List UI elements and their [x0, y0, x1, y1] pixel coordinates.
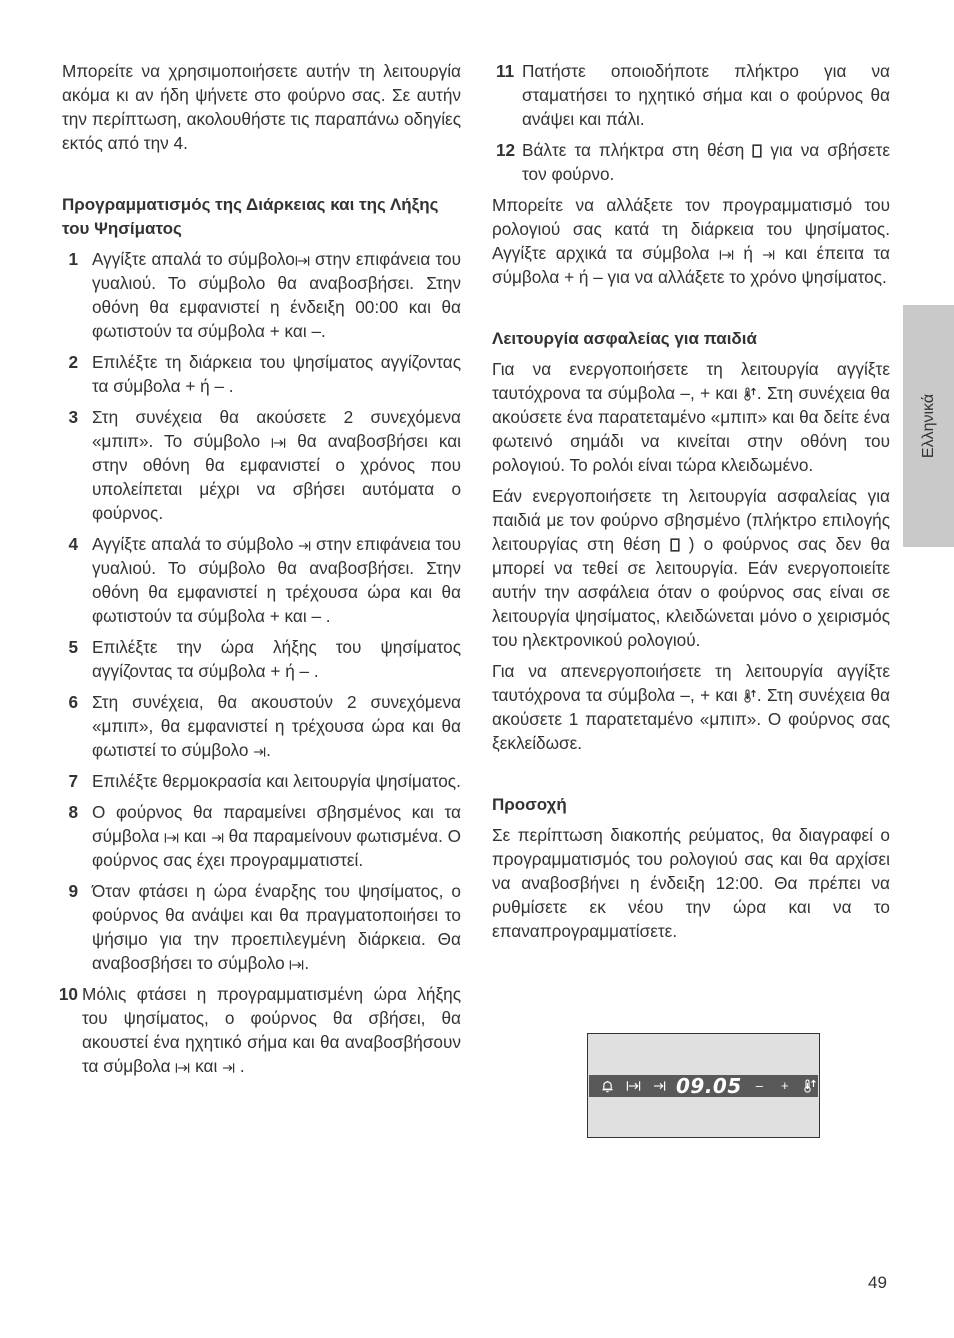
- steps-list-continued: [492, 59, 890, 186]
- step-number: 5: [68, 637, 78, 657]
- step-10: [58, 982, 461, 1078]
- duration-icon: [175, 1062, 190, 1074]
- section-heading-duration: Προγραμματισμός της Διάρκειας και της Λήξης του Ψησίματος: [62, 195, 439, 238]
- step-text-part: Αγγίξτε απαλά το σύμβολο: [92, 249, 295, 269]
- step-number: 2: [68, 352, 78, 372]
- step-text-part: .: [304, 953, 310, 973]
- step-text-part: Βάλτε τα πλήκτρα στη θέση: [522, 140, 753, 160]
- end-time-icon: [222, 1062, 235, 1074]
- end-time-icon: [762, 249, 775, 261]
- child-lock-icon: [803, 1079, 817, 1093]
- step-text-part: και: [190, 1056, 223, 1076]
- child-lock-paragraph-2: [492, 484, 890, 652]
- step-2: [62, 350, 461, 398]
- step-text: [92, 690, 461, 762]
- plus-symbol: +: [781, 1078, 789, 1093]
- step-number: 12: [496, 140, 516, 160]
- end-time-icon: [298, 540, 311, 552]
- step-text-part: Μόλις φτάσει η προγραμματισμένη ώρα λήξης του ψησίματος, ο φούρνος θα σβήσει, θα ακουστεί ένα ηχητικό σήμα και θα αναβοσβήσουν τα σύμβολα: [82, 984, 461, 1076]
- step-11: [492, 59, 890, 131]
- off-position-icon: [752, 144, 762, 158]
- end-time-icon: [653, 1080, 666, 1092]
- child-lock-icon: [743, 689, 757, 703]
- step-number: 8: [68, 802, 78, 822]
- intro-paragraph: Μπορείτε να χρησιμοποιήσετε αυτήν τη λειτουργία ακόμα κι αν ήδη ψήνετε στο φούρνο σας. Σε αυτήν την περίπτωση, ακολουθήστε τις παραπάνω οδηγίες εκτός από την 4.: [62, 61, 461, 153]
- step-text-part: Ο φούρνος θα παραμείνει σβησμένος και τα σύμβολα: [92, 802, 461, 846]
- text-part: ή: [733, 243, 763, 263]
- step-text-part: στην επιφάνεια του γυαλιού. Το σύμβολο θα αναβοσβήσει. Στην οθόνη θα εμφανιστεί η ένδειξη 00:00 και θα φωτιστούν τα σύμβολα + και –.: [92, 249, 462, 341]
- text-part: Μπορείτε να αλλάξετε τον προγραμματισμό του ρολογιού σας κατά τη διάρκεια του ψησίματος. Αγγίξτε αρχικά τα σύμβολα: [492, 195, 890, 263]
- step-text: [82, 982, 461, 1078]
- steps-list: [58, 247, 462, 1078]
- duration-icon: [164, 832, 179, 844]
- step-number: 9: [68, 881, 78, 901]
- left-column: [58, 59, 462, 1085]
- text-part: ) ο φούρνος σας δεν θα μπορεί να τεθεί σε λειτουργία. Εάν ενεργοποιείτε αυτήν την ασφάλεια όταν ο φούρνος σας είναι σε λειτουργία ψησίματος, κλειδώνεται μόνο ο χειρισμός του ηλεκτρονικού ρολογιού.: [492, 534, 890, 650]
- step-12: [492, 138, 890, 186]
- page-number: 49: [868, 1273, 887, 1292]
- step-text-part: .: [266, 740, 271, 760]
- text-part: και έπειτα τα σύμβολα + ή – για να αλλάξετε το χρόνο ψησίματος.: [492, 243, 890, 287]
- language-side-tab: [903, 305, 954, 547]
- child-lock-icon: [743, 387, 757, 401]
- step-text-part: Στη συνέχεια θα ακούσετε 2 συνεχόμενα «μπιπ». Το σύμβολο: [92, 407, 461, 451]
- step-text-part: και: [179, 826, 211, 846]
- duration-icon: [719, 249, 734, 261]
- clock-display-illustration: [587, 1033, 820, 1138]
- clock-display-bar: [589, 1075, 818, 1097]
- text-part: . Στη συνέχεια θα ακούσετε 1 παρατεταμένο «μπιπ». Ο φούρνος σας ξεκλείδωσε.: [492, 685, 890, 753]
- step-number: 1: [68, 249, 78, 269]
- child-lock-paragraph-3: [492, 659, 890, 755]
- off-position-icon: [670, 538, 680, 552]
- bell-icon: [601, 1080, 614, 1093]
- step-number: 4: [68, 534, 78, 554]
- duration-icon: [295, 255, 310, 267]
- step-text-part: .: [235, 1056, 245, 1076]
- step-9: [62, 879, 461, 975]
- clock-time: 09.05: [676, 1074, 742, 1098]
- end-time-icon: [211, 832, 224, 844]
- right-column: [492, 59, 890, 943]
- step-text: [92, 800, 461, 872]
- step-6: [62, 690, 461, 762]
- end-time-icon: [253, 746, 266, 758]
- step-1: [62, 247, 461, 343]
- step-number: 3: [68, 407, 78, 427]
- step-4: [62, 532, 461, 628]
- change-program-paragraph: [492, 193, 890, 289]
- step-text: Πατήστε οποιοδήποτε πλήκτρο για να σταματήσει το ηχητικό σήμα και ο φούρνος θα ανάψει και πάλι.: [522, 61, 890, 129]
- step-number: 10: [58, 984, 78, 1004]
- step-text: [92, 532, 461, 628]
- step-text-part: για να σβήσετε τον φούρνο.: [522, 140, 890, 184]
- step-text: Επιλέξτε θερμοκρασία και λειτουργία ψησίματος.: [92, 771, 461, 791]
- duration-icon: [271, 437, 286, 449]
- duration-icon: [626, 1080, 641, 1092]
- text-part: Για να απενεργοποιήσετε τη λειτουργία αγγίξτε ταυτόχρονα τα σύμβολα –, + και: [492, 661, 890, 705]
- step-text-part: Αγγίξτε απαλά το σύμβολο: [92, 534, 299, 554]
- duration-icon: [289, 959, 304, 971]
- section-heading-child-lock: Λειτουργία ασφαλείας για παιδιά: [492, 329, 757, 348]
- step-7: [62, 769, 461, 793]
- step-text-part: θα παραμείνουν φωτισμένα. Ο φούρνος σας έχει προγραμματιστεί.: [92, 826, 461, 870]
- step-text: Επιλέξτε την ώρα λήξης του ψησίματος αγγίζοντας τα σύμβολα + ή – .: [92, 637, 461, 681]
- section-heading-caution: Προσοχή: [492, 795, 567, 814]
- step-text: [92, 879, 461, 975]
- text-part: . Στη συνέχεια θα ακούσετε ένα παρατεταμένο «μπιπ» και θα δείτε ένα φωτεινό σημάδι να κινείται στην οθόνη του ρολογιού. Το ρολόι είναι τώρα κλειδωμένο.: [492, 383, 890, 475]
- text-part: Εάν ενεργοποιήσετε τη λειτουργία ασφαλείας για παιδιά με τον φούρνο σβησμένο (πλήκτρο επιλογής λειτουργίας στη θέση: [492, 486, 890, 554]
- step-text-part: θα αναβοσβήσει και στην οθόνη θα εμφανιστεί ο χρόνος που υπολείπεται μέχρι να σβήσει αυτόματα ο φούρνος.: [92, 431, 462, 523]
- step-text: Επιλέξτε τη διάρκεια του ψησίματος αγγίζοντας τα σύμβολα + ή – .: [92, 352, 461, 396]
- step-text: [92, 247, 461, 343]
- text-part: Για να ενεργοποιήσετε τη λειτουργία αγγίξτε ταυτόχρονα τα σύμβολα –, + και: [492, 359, 890, 403]
- caution-paragraph: Σε περίπτωση διακοπής ρεύματος, θα διαγραφεί ο προγραμματισμός του ρολογιού σας και θα αρχίσει να αναβοσβήνει η ένδειξη 12:00. Θα πρέπει να ρυθμίσετε εκ νέου την ώρα και να το επαναπρογραμματίσετε.: [492, 825, 890, 941]
- language-label: Ελληνικά: [919, 393, 937, 459]
- step-5: [62, 635, 461, 683]
- step-number: 6: [68, 692, 78, 712]
- child-lock-paragraph-1: [492, 357, 890, 477]
- step-8: [62, 800, 461, 872]
- step-text: [522, 138, 890, 186]
- minus-symbol: –: [755, 1078, 763, 1093]
- step-text-part: στην επιφάνεια του γυαλιού. Το σύμβολο θα αναβοσβήσει. Στην οθόνη θα εμφανιστεί η τρέχουσα ώρα και θα φωτιστούν τα σύμβολα + και – .: [92, 534, 462, 626]
- step-3: [62, 405, 461, 525]
- step-text: [92, 405, 461, 525]
- step-number: 11: [496, 61, 515, 81]
- step-number: 7: [68, 771, 78, 791]
- step-text-part: Στη συνέχεια, θα ακουστούν 2 συνεχόμενα «μπιπ», θα εμφανιστεί η τρέχουσα ώρα και θα φωτιστεί το σύμβολο: [92, 692, 461, 760]
- step-text-part: Όταν φτάσει η ώρα έναρξης του ψησίματος, ο φούρνος θα ανάψει και θα πραγματοποιήσει το ψήσιμο για την προεπιλεγμένη διάρκεια. Θα αναβοσβήσει το σύμβολο: [92, 881, 461, 973]
